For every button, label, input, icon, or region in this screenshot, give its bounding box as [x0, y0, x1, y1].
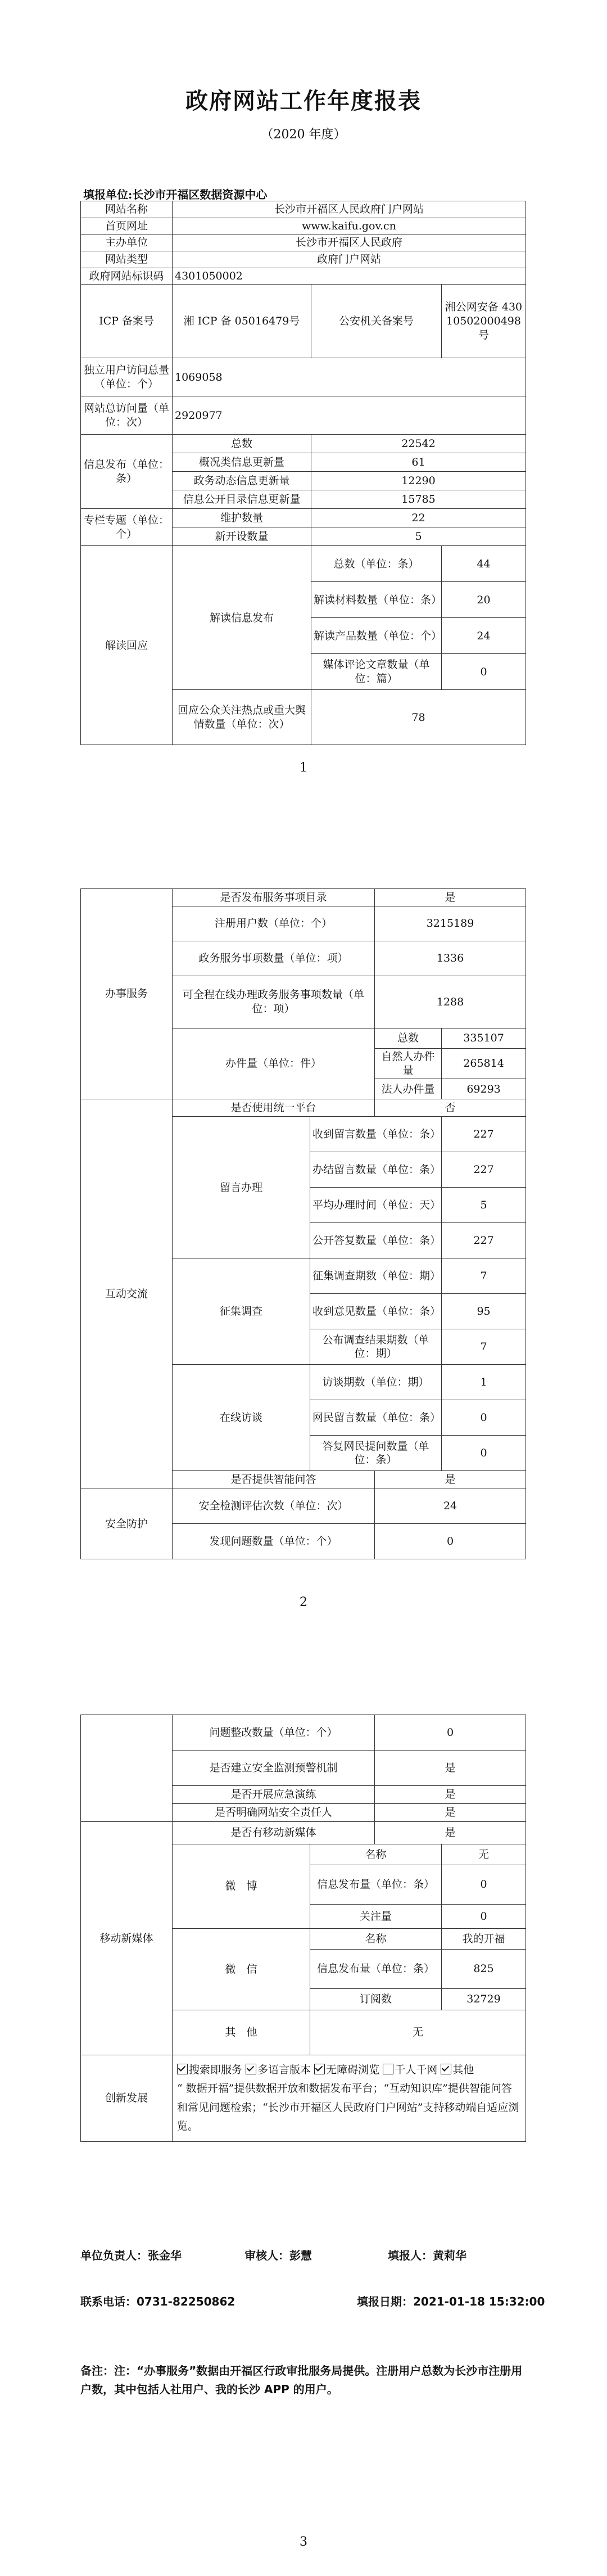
service-table — [80, 888, 526, 1559]
answer-value: 0 — [442, 1436, 526, 1471]
interp-resp-label: 回应公众关注热点或重大舆情数量（单位：次） — [173, 690, 311, 745]
svc-online-label: 可全程在线办理政务服务事项数量（单位：项） — [173, 976, 375, 1028]
avg-label: 平均办理时间（单位：天） — [310, 1188, 442, 1223]
innov-option-0: 搜索即服务 — [189, 2064, 243, 2076]
fix-label: 问题整改数量（单位：个） — [173, 1715, 375, 1751]
report-year: （2020 年度） — [261, 128, 346, 142]
column-maint-label: 维护数量 — [173, 509, 311, 527]
info-catalog-label: 信息公开目录信息更新量 — [173, 490, 311, 509]
interp-total-label: 总数（单位：条） — [311, 546, 442, 582]
interp-product-label: 解读产品数量（单位：个） — [311, 618, 442, 654]
home-url-value: www.kaifu.gov.cn — [173, 218, 526, 234]
wb-follow-label: 关注量 — [310, 1905, 442, 1929]
fill-date: 填报日期：2021-01-18 15:32:00 — [357, 2295, 545, 2308]
page-number: 2 — [300, 1595, 307, 1609]
police-label: 公安机关备案号 — [311, 285, 442, 358]
column-new-label: 新开设数量 — [173, 527, 311, 546]
weibo-label: 微 博 — [173, 1844, 310, 1929]
svc-person-value: 265814 — [442, 1049, 526, 1079]
innov-checkbox-3[interactable] — [383, 2064, 393, 2074]
result-label: 公布调查结果期数（单位：期） — [310, 1329, 442, 1365]
svc-reg-label: 注册用户数（单位：个） — [173, 906, 375, 941]
interp-resp-value: 78 — [311, 690, 526, 745]
sec-check-value: 24 — [375, 1488, 526, 1524]
netq-value: 0 — [442, 1400, 526, 1436]
svc-items-label: 政务服务事项数量（单位：项） — [173, 941, 375, 976]
survey-label: 征集调查 — [173, 1258, 310, 1365]
icp-label: ICP 备案号 — [81, 285, 173, 358]
monitor-label: 是否建立安全监测预警机制 — [173, 1751, 375, 1786]
info-overview-value: 61 — [311, 453, 526, 472]
info-total-label: 总数 — [173, 435, 311, 453]
svc-handle-label: 办件量（单位：件） — [173, 1028, 375, 1099]
sec-found-label: 发现问题数量（单位：个） — [173, 1524, 375, 1559]
monitor-value: 是 — [375, 1751, 526, 1786]
site-code-value: 4301050002 — [173, 268, 526, 285]
column-new-value: 5 — [311, 527, 526, 546]
interp-media-value: 0 — [442, 654, 526, 690]
innov-option-4: 其他 — [452, 2064, 474, 2076]
smart-label: 是否提供智能问答 — [173, 1471, 375, 1488]
innov-content — [173, 2055, 526, 2142]
innov-checkbox-2[interactable] — [314, 2064, 325, 2074]
mobile-has-label: 是否有移动新媒体 — [173, 1822, 375, 1844]
wx-sub-value: 32729 — [442, 1989, 526, 2010]
site-name-value: 长沙市开福区人民政府门户网站 — [173, 201, 526, 218]
talk-cnt-label: 访谈期数（单位：期） — [310, 1365, 442, 1400]
sponsor-label: 主办单位 — [81, 234, 173, 251]
svc-corp-label: 法人办件量 — [375, 1079, 442, 1099]
innov-checkbox-4[interactable] — [441, 2064, 451, 2074]
recv-label: 收到留言数量（单位：条） — [310, 1117, 442, 1152]
info-label: 信息发布（单位：条） — [81, 435, 173, 509]
sec-label: 安全防护 — [81, 1488, 173, 1559]
inter-platform-value: 否 — [375, 1099, 526, 1117]
svc-label: 办事服务 — [81, 889, 173, 1099]
svc-items-value: 1336 — [375, 941, 526, 976]
innov-text: “ 数据开福”提供数据开放和数据发布平台；“互动知识库”提供智能问答和常见问题检索；“长沙市开福区人民政府门户网站”支持移动端自适应浏览。 — [177, 2082, 519, 2132]
wb-info-value: 0 — [442, 1865, 526, 1905]
interp-product-value: 24 — [442, 618, 526, 654]
msg-label: 留言办理 — [173, 1117, 310, 1258]
other-value: 无 — [310, 2010, 526, 2055]
pv-value: 2920977 — [173, 396, 526, 435]
mobile-has-value: 是 — [375, 1822, 526, 1844]
page-number: 1 — [300, 761, 307, 775]
wb-follow-value: 0 — [442, 1905, 526, 1929]
wb-name-value: 无 — [442, 1844, 526, 1865]
sponsor-value: 长沙市开福区人民政府 — [173, 234, 526, 251]
uv-label: 独立用户访问总量（单位：个） — [81, 358, 173, 396]
sec-cont-cell — [81, 1715, 173, 1822]
wx-name-label: 名称 — [310, 1929, 442, 1950]
other-label: 其 他 — [173, 2010, 310, 2055]
site-type-value: 政府门户网站 — [173, 251, 526, 268]
wb-info-label: 信息发布量（单位：条） — [310, 1865, 442, 1905]
innov-option-2: 无障碍浏览 — [326, 2064, 380, 2076]
pubreply-label: 公开答复数量（单位：条） — [310, 1223, 442, 1258]
wechat-label: 微 信 — [173, 1929, 310, 2010]
icp-value: 湘 ICP 备 05016479号 — [173, 285, 311, 358]
uv-value: 1069058 — [173, 358, 526, 396]
wx-info-label: 信息发布量（单位：条） — [310, 1950, 442, 1989]
avg-value: 5 — [442, 1188, 526, 1223]
filler: 填报人：黄莉华 — [388, 2249, 466, 2262]
svc-online-value: 1288 — [375, 976, 526, 1028]
wx-name-value: 我的开福 — [442, 1929, 526, 1950]
site-code-label: 政府网站标识码 — [81, 268, 173, 285]
resp-value: 是 — [375, 1804, 526, 1822]
site-type-label: 网站类型 — [81, 251, 173, 268]
svc-total-value: 335107 — [442, 1028, 526, 1049]
phone: 联系电话：0731-82250862 — [80, 2295, 235, 2308]
recv-value: 227 — [442, 1117, 526, 1152]
fix-value: 0 — [375, 1715, 526, 1751]
opinion-label: 收到意见数量（单位：条） — [310, 1294, 442, 1329]
innov-option-1: 多语言版本 — [257, 2064, 311, 2076]
innov-checkbox-1[interactable] — [246, 2064, 256, 2074]
innov-options — [177, 2061, 521, 2079]
interp-label: 解读回应 — [81, 546, 173, 745]
talk-label: 在线访谈 — [173, 1365, 310, 1471]
smart-value: 是 — [375, 1471, 526, 1488]
innov-label: 创新发展 — [81, 2055, 173, 2142]
interp-pub-label: 解读信息发布 — [173, 546, 311, 690]
reviewer: 审核人：彭慧 — [244, 2249, 312, 2262]
mobile-table — [80, 1715, 526, 2142]
column-label: 专栏专题（单位：个） — [81, 509, 173, 546]
svc-corp-value: 69293 — [442, 1079, 526, 1099]
wx-sub-label: 订阅数 — [310, 1989, 442, 2010]
svc-pub-label: 是否发布服务事项目录 — [173, 889, 375, 906]
pv-label: 网站总访问量（单位：次） — [81, 396, 173, 435]
interp-total-value: 44 — [442, 546, 526, 582]
info-overview-label: 概况类信息更新量 — [173, 453, 311, 472]
police-value: 湘公网安备 43010502000498 号 — [442, 285, 526, 358]
interp-material-value: 20 — [442, 582, 526, 618]
info-total-value: 22542 — [311, 435, 526, 453]
mobile-label: 移动新媒体 — [81, 1822, 173, 2055]
interp-media-label: 媒体评论文章数量（单位：篇） — [311, 654, 442, 690]
principal: 单位负责人：张金华 — [80, 2249, 182, 2262]
innov-checkbox-0[interactable] — [177, 2064, 188, 2074]
wb-name-label: 名称 — [310, 1844, 442, 1865]
svc-pub-value: 是 — [375, 889, 526, 906]
inter-platform-label: 是否使用统一平台 — [173, 1099, 375, 1117]
opinion-value: 95 — [442, 1294, 526, 1329]
page-number: 3 — [300, 2535, 307, 2549]
inter-label: 互动交流 — [81, 1099, 173, 1488]
svc-person-label: 自然人办件量 — [375, 1049, 442, 1079]
pubreply-value: 227 — [442, 1223, 526, 1258]
svc-reg-value: 3215189 — [375, 906, 526, 941]
survey-cnt-value: 7 — [442, 1258, 526, 1294]
talk-cnt-value: 1 — [442, 1365, 526, 1400]
site-name-label: 网站名称 — [81, 201, 173, 218]
info-dynamic-label: 政务动态信息更新量 — [173, 472, 311, 490]
basic-info-table — [80, 201, 526, 745]
remark: 备注：注：“办事服务”数据由开福区行政审批服务局提供。注册用户总数为长沙市注册用户数，其中包括人社用户、我的长沙 APP 的用户。 — [80, 2364, 523, 2396]
info-dynamic-value: 12290 — [311, 472, 526, 490]
netq-label: 网民留言数量（单位：条） — [310, 1400, 442, 1436]
interp-material-label: 解读材料数量（单位：条） — [311, 582, 442, 618]
survey-cnt-label: 征集调查期数（单位：期） — [310, 1258, 442, 1294]
sec-found-value: 0 — [375, 1524, 526, 1559]
resp-label: 是否明确网站安全责任人 — [173, 1804, 375, 1822]
home-url-label: 首页网址 — [81, 218, 173, 234]
answer-label: 答复网民提问数量（单位：条） — [310, 1436, 442, 1471]
innov-option-3: 千人千网 — [395, 2064, 438, 2076]
drill-value: 是 — [375, 1786, 526, 1804]
result-value: 7 — [442, 1329, 526, 1365]
done-value: 227 — [442, 1152, 526, 1188]
svc-total-label: 总数 — [375, 1028, 442, 1049]
reporting-unit: 填报单位:长沙市开福区数据资源中心 — [83, 188, 268, 201]
drill-label: 是否开展应急演练 — [173, 1786, 375, 1804]
info-catalog-value: 15785 — [311, 490, 526, 509]
report-title: 政府网站工作年度报表 — [185, 88, 422, 114]
column-maint-value: 22 — [311, 509, 526, 527]
sec-check-label: 安全检测评估次数（单位：次） — [173, 1488, 375, 1524]
wx-info-value: 825 — [442, 1950, 526, 1989]
done-label: 办结留言数量（单位：条） — [310, 1152, 442, 1188]
